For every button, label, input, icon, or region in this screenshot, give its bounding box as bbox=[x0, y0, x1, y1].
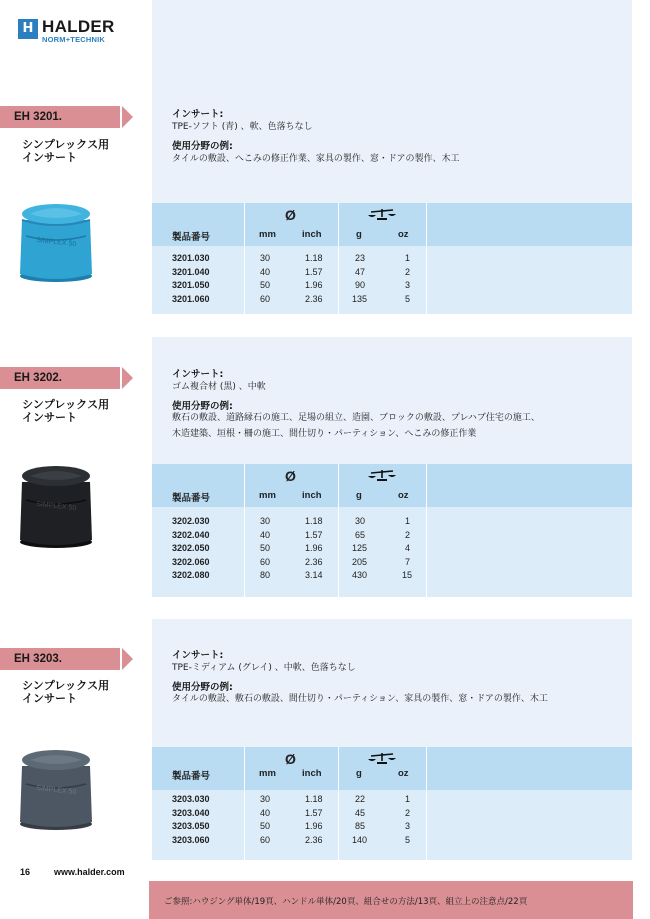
cell-g: 23 bbox=[355, 253, 366, 263]
cell-code: 3203.060 bbox=[172, 834, 210, 845]
col-header-code: 製品番号 bbox=[172, 493, 211, 504]
cell-mm: 30 bbox=[260, 516, 271, 526]
cell-code: 3201.030 bbox=[172, 253, 210, 263]
cell-oz: 1 bbox=[405, 794, 411, 804]
col-header-g: g bbox=[356, 768, 362, 779]
section-1-title-line1: シンプレックス用 bbox=[22, 138, 110, 151]
cell-oz: 7 bbox=[405, 556, 411, 567]
cell-mm: 40 bbox=[260, 807, 271, 818]
page-number: 16 bbox=[20, 867, 31, 877]
col-header-code: 製品番号 bbox=[172, 232, 211, 243]
cell-code: 3203.050 bbox=[172, 821, 210, 831]
cell-mm: 50 bbox=[260, 821, 271, 831]
tag-arrow-icon bbox=[122, 648, 133, 670]
cell-oz: 1 bbox=[405, 516, 411, 526]
section-2-use-heading: 使用分野の例: bbox=[172, 401, 233, 412]
cell-mm: 60 bbox=[260, 834, 271, 845]
section-2-insert-heading: インサート: bbox=[172, 369, 224, 380]
cell-code: 3203.030 bbox=[172, 794, 210, 804]
section-3-title-line2: インサート bbox=[22, 692, 77, 705]
cell-code: 3203.040 bbox=[172, 807, 210, 818]
section-1-use-heading: 使用分野の例: bbox=[172, 141, 233, 152]
cell-inch: 1.57 bbox=[305, 266, 323, 277]
cell-inch: 1.96 bbox=[305, 280, 323, 290]
col-header-oz: oz bbox=[398, 229, 409, 240]
cell-inch: 2.36 bbox=[305, 293, 323, 304]
cell-code: 3201.060 bbox=[172, 293, 210, 304]
cell-oz: 1 bbox=[405, 253, 411, 263]
cell-code: 3202.040 bbox=[172, 529, 210, 540]
cell-code: 3201.050 bbox=[172, 280, 210, 290]
brand-logo-mark: H bbox=[18, 19, 38, 39]
section-3-insert-heading: インサート: bbox=[172, 650, 224, 661]
cell-oz: 4 bbox=[405, 543, 411, 553]
section-2-insert-text: ゴム複合材 (黒) 、中軟 bbox=[172, 382, 266, 392]
section-1-insert-heading: インサート: bbox=[172, 109, 224, 120]
cell-g: 205 bbox=[352, 556, 368, 567]
footer-note: ご参照:ハウジング単体/19頁、ハンドル単体/20頁、組合せの方法/13頁、組立上の注意点/22頁 bbox=[164, 897, 528, 907]
website-link[interactable]: www.halder.com bbox=[54, 867, 125, 877]
section-3-table-body bbox=[152, 790, 632, 860]
brand-name: HALDER bbox=[42, 17, 115, 36]
cell-g: 430 bbox=[352, 570, 368, 580]
cell-inch: 1.18 bbox=[305, 253, 323, 263]
col-header-mm: mm bbox=[259, 490, 276, 501]
cell-code: 3202.030 bbox=[172, 516, 210, 526]
cell-inch: 3.14 bbox=[305, 570, 323, 580]
grey-insert-image bbox=[16, 746, 96, 832]
col-header-code: 製品番号 bbox=[172, 771, 211, 782]
cell-mm: 50 bbox=[260, 280, 271, 290]
cell-oz: 5 bbox=[405, 293, 411, 304]
cell-g: 140 bbox=[352, 834, 368, 845]
cell-g: 135 bbox=[352, 293, 368, 304]
brand-subtitle: NORM+TECHNIK bbox=[42, 35, 106, 44]
diameter-icon: Ø bbox=[285, 207, 296, 223]
cell-mm: 30 bbox=[260, 253, 271, 263]
scale-icon bbox=[368, 207, 396, 221]
cell-g: 125 bbox=[352, 543, 368, 553]
cell-g: 65 bbox=[355, 529, 366, 540]
section-3-use-line-1: タイルの敷設、敷石の敷設、間仕切り・パーティション、家具の製作、窓・ドアの製作、木工 bbox=[172, 694, 548, 704]
cell-mm: 30 bbox=[260, 794, 271, 804]
cell-g: 22 bbox=[355, 794, 366, 804]
cell-oz: 3 bbox=[405, 280, 411, 290]
col-header-oz: oz bbox=[398, 490, 409, 501]
black-insert-image bbox=[16, 462, 96, 550]
cell-mm: 60 bbox=[260, 556, 271, 567]
cell-g: 45 bbox=[355, 807, 366, 818]
cell-mm: 40 bbox=[260, 266, 271, 277]
scale-icon bbox=[368, 751, 396, 765]
cell-code: 3202.060 bbox=[172, 556, 210, 567]
cell-inch: 1.18 bbox=[305, 516, 323, 526]
cell-code: 3201.040 bbox=[172, 266, 210, 277]
svg-text:SIMPLEX 50: SIMPLEX 50 bbox=[35, 500, 77, 513]
cell-inch: 1.57 bbox=[305, 807, 323, 818]
scale-icon bbox=[368, 468, 396, 482]
section-2-title-line1: シンプレックス用 bbox=[22, 398, 110, 411]
cell-inch: 1.57 bbox=[305, 529, 323, 540]
section-3-title-line1: シンプレックス用 bbox=[22, 679, 110, 692]
section-1-title-line2: インサート bbox=[22, 151, 77, 164]
svg-text:SIMPLEX 50: SIMPLEX 50 bbox=[35, 236, 77, 249]
cell-g: 90 bbox=[355, 280, 366, 290]
cell-g: 30 bbox=[355, 516, 366, 526]
section-3-code: EH 3203. bbox=[14, 653, 62, 665]
col-header-mm: mm bbox=[259, 768, 276, 779]
cell-inch: 1.96 bbox=[305, 543, 323, 553]
cell-inch: 2.36 bbox=[305, 556, 323, 567]
cell-oz: 3 bbox=[405, 821, 411, 831]
col-header-mm: mm bbox=[259, 229, 276, 240]
section-1-info-panel bbox=[152, 0, 632, 203]
col-header-inch: inch bbox=[302, 490, 322, 501]
col-header-inch: inch bbox=[302, 229, 322, 240]
section-1-table-body bbox=[152, 246, 632, 314]
section-2-title-line2: インサート bbox=[22, 411, 77, 424]
section-2-table-body bbox=[152, 507, 632, 597]
cell-oz: 15 bbox=[402, 570, 413, 580]
cell-oz: 2 bbox=[405, 529, 411, 540]
col-header-g: g bbox=[356, 229, 362, 240]
col-header-oz: oz bbox=[398, 768, 409, 779]
svg-text:SIMPLEX 50: SIMPLEX 50 bbox=[35, 784, 77, 797]
cell-mm: 40 bbox=[260, 529, 271, 540]
diameter-icon: Ø bbox=[285, 468, 296, 484]
section-2-use-line-2: 木造建築、垣根・柵の施工、間仕切り・パーティション、へこみの修正作業 bbox=[172, 429, 477, 439]
cell-oz: 2 bbox=[405, 266, 411, 277]
cell-oz: 2 bbox=[405, 807, 411, 818]
cell-g: 47 bbox=[355, 266, 366, 277]
blue-insert-image bbox=[16, 200, 96, 284]
col-header-inch: inch bbox=[302, 768, 322, 779]
section-1-insert-text: TPE-ソフト (青) 、軟、色落ちなし bbox=[172, 122, 313, 132]
cell-mm: 60 bbox=[260, 293, 271, 304]
diameter-icon: Ø bbox=[285, 751, 296, 767]
section-2-code: EH 3202. bbox=[14, 372, 62, 384]
cell-oz: 5 bbox=[405, 834, 411, 845]
tag-arrow-icon bbox=[122, 367, 133, 389]
cell-mm: 80 bbox=[260, 570, 271, 580]
section-2-use-line-1: 敷石の敷設、道路縁石の施工、足場の組立、造園、ブロックの敷設、プレハブ住宅の施工、 bbox=[172, 413, 540, 423]
cell-inch: 2.36 bbox=[305, 834, 323, 845]
cell-code: 3202.080 bbox=[172, 570, 210, 580]
cell-inch: 1.18 bbox=[305, 794, 323, 804]
cell-code: 3202.050 bbox=[172, 543, 210, 553]
section-1-code: EH 3201. bbox=[14, 111, 62, 123]
cell-inch: 1.96 bbox=[305, 821, 323, 831]
cell-g: 85 bbox=[355, 821, 366, 831]
tag-arrow-icon bbox=[122, 106, 133, 128]
cell-mm: 50 bbox=[260, 543, 271, 553]
section-3-use-heading: 使用分野の例: bbox=[172, 682, 233, 693]
section-3-insert-text: TPE-ミディアム (グレイ) 、中軟、色落ちなし bbox=[172, 663, 356, 673]
col-header-g: g bbox=[356, 490, 362, 501]
section-1-use-line-1: タイルの敷設、へこみの修正作業、家具の製作、窓・ドアの製作、木工 bbox=[172, 154, 460, 164]
